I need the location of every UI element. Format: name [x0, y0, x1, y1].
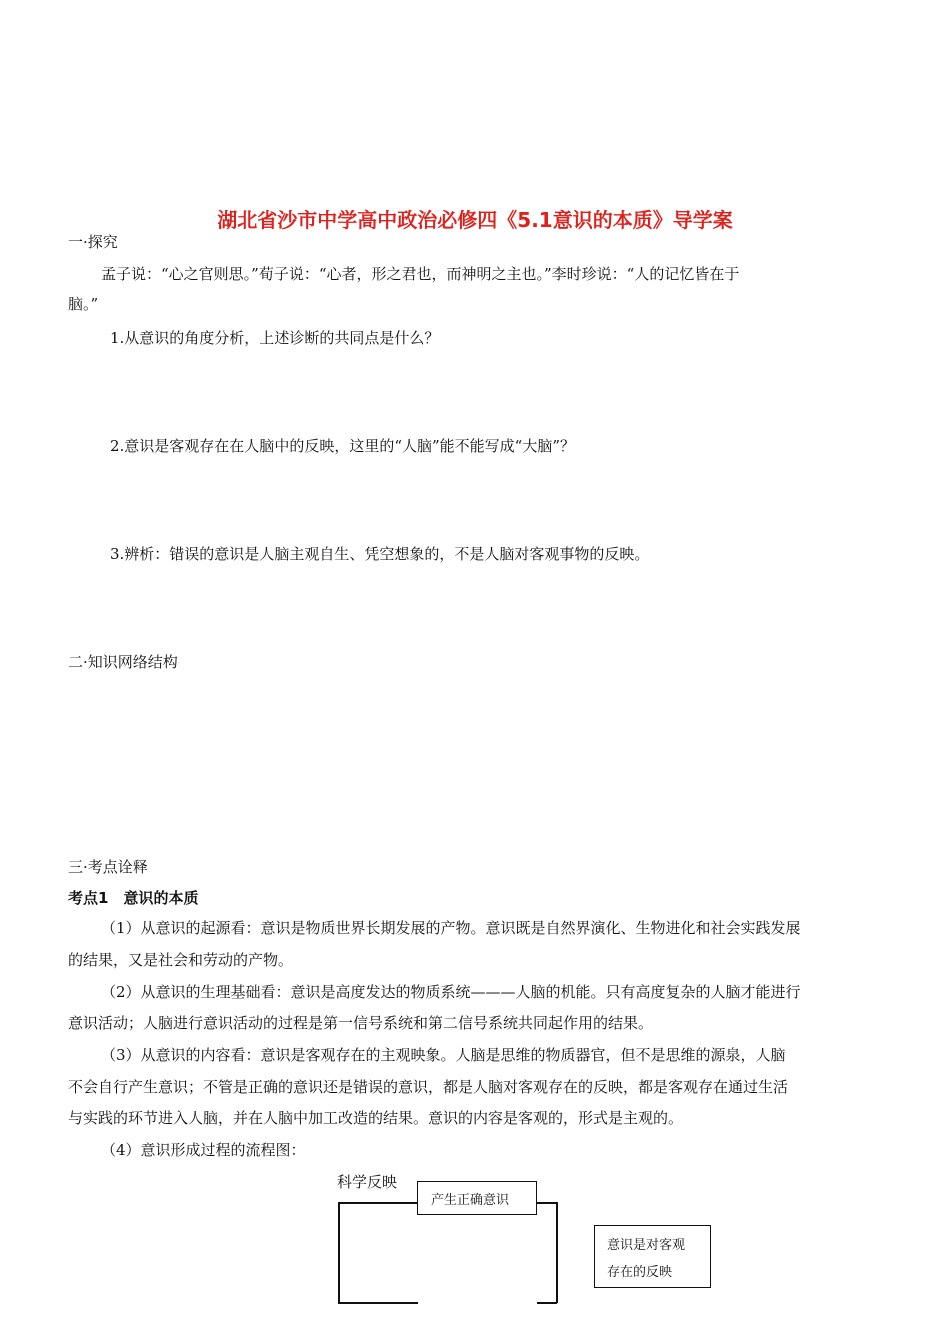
- exam-point-1-heading: 考点1 意识的本质: [68, 889, 199, 907]
- flowchart-box-reflection: [594, 1225, 711, 1288]
- flowchart-box-correct-consciousness: [417, 1181, 537, 1215]
- paragraph-2-line-1: （2）从意识的生理基础看：意识是高度发达的物质系统———人脑的机能。只有高度复杂的人脑才能进行: [101, 983, 801, 1001]
- question-2: 2.意识是客观存在在人脑中的反映，这里的“人脑”能不能写成“大脑”？: [110, 437, 575, 455]
- paragraph-3-line-3: 与实践的环节进入人脑，并在人脑中加工改造的结果。意识的内容是客观的，形式是主观的。: [68, 1109, 684, 1127]
- flowchart-connector-top-right: [537, 1202, 557, 1204]
- section-heading-explore: 一·探究: [68, 233, 118, 251]
- flowchart-box-reflection-line-1: 意识是对客观: [607, 1238, 686, 1253]
- flowchart-box-correct-consciousness-label: 产生正确意识: [431, 1193, 510, 1208]
- paragraph-3-line-2: 不会自行产生意识；不管是正确的意识还是错误的意识，都是人脑对客观存在的反映，都是客观存在通过生活: [68, 1078, 789, 1096]
- paragraph-4-flowchart-intro: （4）意识形成过程的流程图：: [101, 1141, 306, 1159]
- section-heading-knowledge-network: 二·知识网络结构: [68, 653, 178, 671]
- flowchart-connector-right-vertical: [556, 1202, 558, 1303]
- flowchart-label-scientific-reflection: 科学反映: [337, 1173, 398, 1191]
- question-1: 1.从意识的角度分析，上述诊断的共同点是什么？: [110, 329, 440, 347]
- flowchart-connector-bottom-right: [537, 1302, 557, 1304]
- flowchart-connector-left-vertical: [338, 1202, 340, 1303]
- paragraph-1-line-1: （1）从意识的起源看：意识是物质世界长期发展的产物。意识既是自然界演化、生物进化和社会实践发展: [101, 919, 801, 937]
- flowchart-connector-bottom-left: [338, 1302, 418, 1304]
- paragraph-2-line-2: 意识活动；人脑进行意识活动的过程是第一信号系统和第二信号系统共同起作用的结果。: [68, 1014, 654, 1032]
- flowchart-box-reflection-line-2: 存在的反映: [607, 1265, 673, 1280]
- paragraph-1-line-2: 的结果，又是社会和劳动的产物。: [68, 951, 294, 969]
- paragraph-3-line-1: （3）从意识的内容看：意识是客观存在的主观映象。人脑是思维的物质器官，但不是思维的源泉，人脑: [101, 1046, 786, 1064]
- intro-quote-line-1: 孟子说：“心之官则思。”荀子说：“心者，形之君也，而神明之主也。”李时珍说：“人的记忆皆在于: [101, 265, 740, 283]
- flowchart-connector-top-left: [338, 1202, 418, 1204]
- question-3: 3.辨析：错误的意识是人脑主观自生、凭空想象的，不是人脑对客观事物的反映。: [110, 545, 650, 563]
- section-heading-exam-points: 三·考点诠释: [68, 858, 148, 876]
- intro-quote-line-2: 脑。”: [68, 295, 99, 313]
- page-title: 湖北省沙市中学高中政治必修四《5.1意识的本质》导学案: [217, 208, 733, 232]
